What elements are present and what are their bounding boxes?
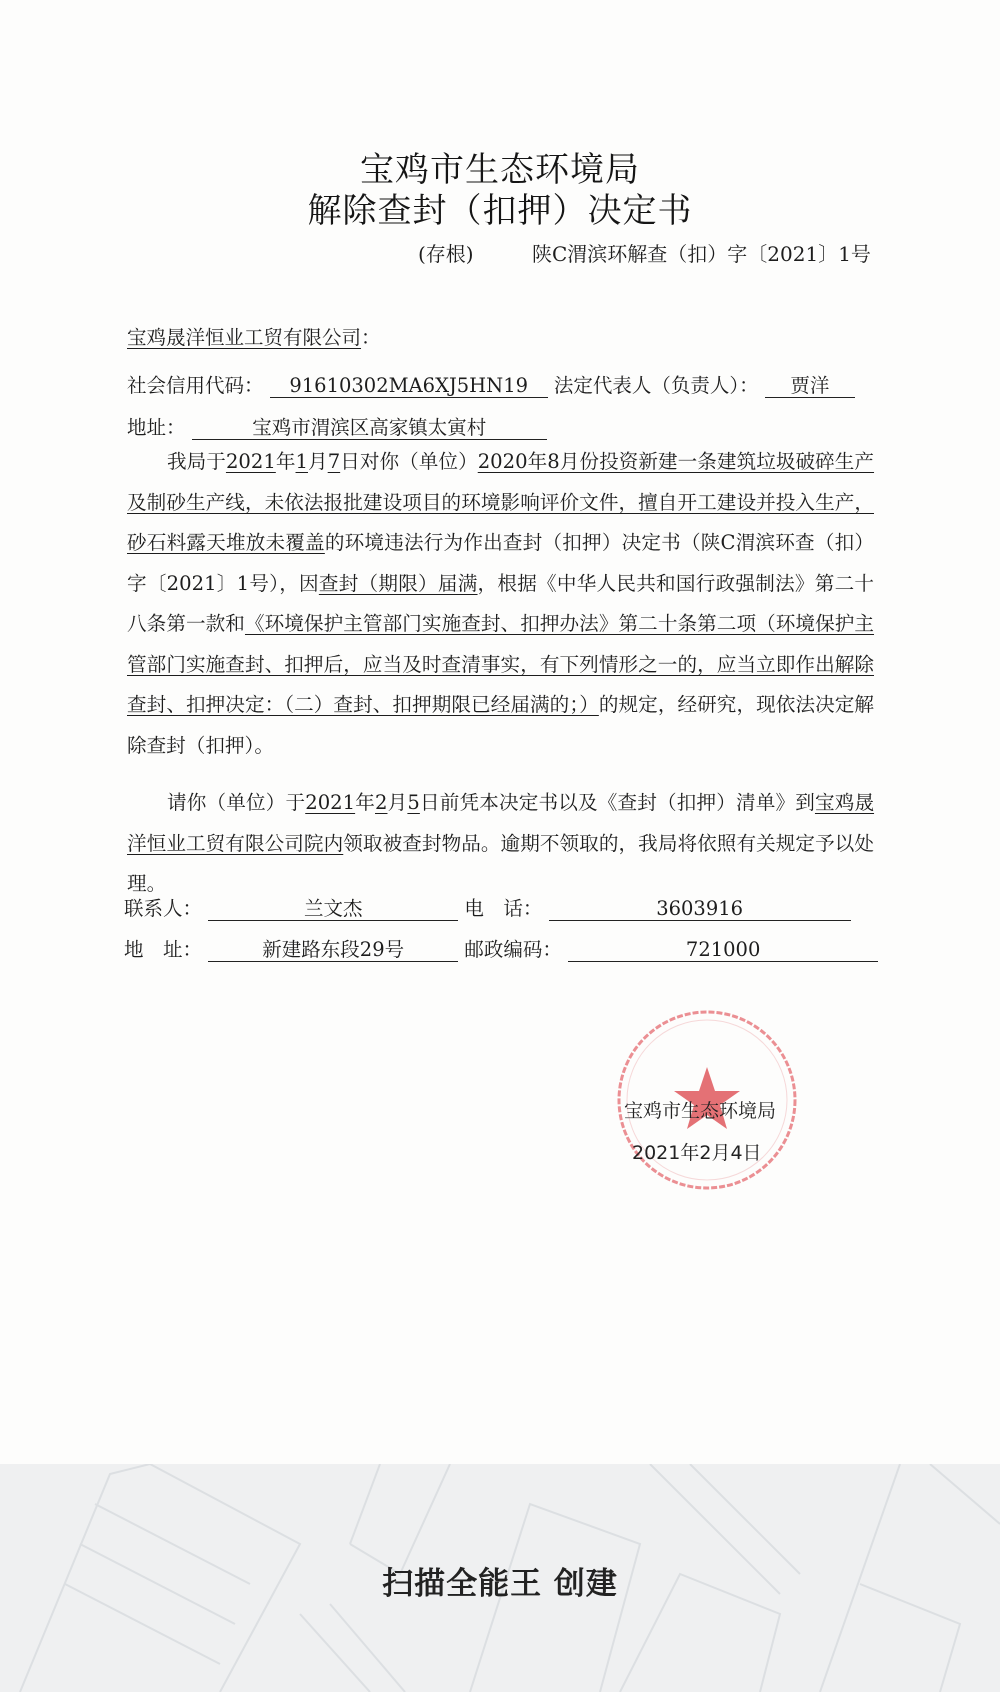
contact-address-line: [124, 934, 878, 962]
release-reason: 查封（期限）届满: [318, 571, 478, 595]
text: 日前凭本决定书以及《查封（扣押）清单》到: [419, 791, 815, 814]
pickup-month: 2: [375, 791, 388, 814]
contact-person-value: 兰文杰: [208, 898, 458, 921]
address-label: 地址：: [127, 416, 186, 439]
pickup-year: 2021: [305, 791, 356, 814]
address-line: [127, 412, 547, 440]
contact-address-value: 新建路东段29号: [208, 939, 458, 962]
address-value: 宝鸡市渭滨区高家镇太寅村: [192, 417, 547, 440]
credit-code-value: 91610302MA6XJ5HN19: [270, 375, 548, 398]
document-subtitle: 解除查封（扣押）决定书: [307, 191, 693, 231]
legal-rep-value: 贾洋: [765, 375, 855, 398]
contact-line: [124, 893, 851, 921]
text: 日对你（单位）: [340, 450, 478, 473]
text: 月: [387, 791, 408, 814]
pickup-paragraph: [127, 783, 874, 905]
inspection-year: 2021: [225, 450, 276, 473]
issue-date: 2021年2月4日: [632, 1142, 762, 1164]
text: 的环境违法行为作出查封（扣押）决定书（陕C渭滨环查（扣）字〔2021〕1号），因: [127, 531, 874, 595]
document-number: 陕C渭滨环解查（扣）字〔2021〕1号: [532, 242, 871, 266]
text: 年: [355, 791, 376, 814]
inspection-day: 7: [327, 450, 341, 473]
pickup-day: 5: [407, 791, 420, 814]
text: 我局于: [167, 450, 226, 473]
inspection-month: 1: [295, 450, 308, 473]
scanner-watermark: 扫描全能王 创建: [382, 1566, 618, 1602]
text: ，根据《中华人民共和国行政强制法》第二十八条第一款和: [127, 571, 875, 635]
stub-label: (存根): [418, 242, 474, 266]
text: 请你（单位）于: [167, 791, 306, 814]
violation-description: 2020年8月份投资新建一条建筑垃圾破碎生产及制砂生产线，未依法报批建设项目的环境影响评价文件，擅自开工建设并投入生产，砂石料露天堆放未覆盖: [127, 450, 875, 554]
text: 领取被查封物品。逾期不领取的，我局将依照有关规定予以处理。: [127, 831, 875, 895]
issuer-name: 宝鸡市生态环境局: [624, 1100, 777, 1122]
recipient-line: [127, 322, 381, 350]
recipient-company: 宝鸡晟洋恒业工贸有限公司: [127, 326, 362, 349]
text: 的规定，经研究，现依法决定解除查封（扣押）。: [127, 693, 875, 757]
credit-code-line: [127, 370, 855, 398]
postcode-value: 721000: [568, 939, 878, 962]
phone-value: 3603916: [549, 898, 851, 921]
text: 月: [307, 450, 328, 473]
document-title: 宝鸡市生态环境局: [360, 150, 640, 190]
legal-rep-label: 法定代表人（负责人）：: [553, 374, 759, 397]
credit-code-label: 社会信用代码：: [127, 374, 264, 397]
phone-label: 电 话：: [464, 897, 543, 920]
decision-paragraph: [127, 442, 874, 766]
postcode-label: 邮政编码：: [464, 938, 562, 961]
text: 年: [275, 450, 296, 473]
colon: ：: [361, 326, 381, 349]
contact-person-label: 联系人：: [124, 897, 203, 920]
legal-basis: 《环境保护主管部门实施查封、扣押办法》第二十条第二项（环境保护主管部门实施查封、扣押后，应当及时查清事实，有下列情形之一的，应当立即作出解除查封、扣押决定：（二）查封、扣押期限已经届满的；）: [127, 612, 875, 716]
contact-address-label: 地 址：: [124, 938, 203, 961]
pickup-place: 宝鸡晟洋恒业工贸有限公司院内: [127, 791, 875, 855]
